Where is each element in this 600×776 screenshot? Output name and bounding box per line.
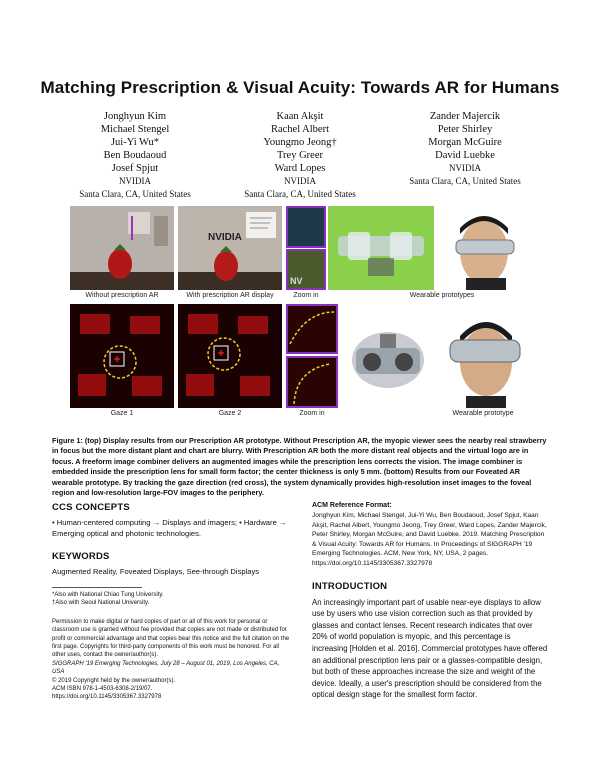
author-name: Michael Stengel	[100, 124, 170, 135]
author-name: Youngmo Jeong†	[263, 137, 337, 148]
affiliation: NVIDIA	[119, 176, 151, 186]
author-name: Peter Shirley	[437, 124, 493, 135]
footnote-rule	[52, 587, 142, 588]
left-column	[52, 502, 292, 702]
author-name: Zander Majercik	[429, 111, 501, 122]
keywords-text: Augmented Reality, Foveated Displays, See-through Displays	[52, 567, 260, 576]
location: Santa Clara, CA, United States	[79, 189, 191, 199]
svg-text:NV: NV	[290, 276, 303, 286]
author-name: Ben Boudaoud	[103, 150, 167, 161]
paper-title: Matching Prescription & Visual Acuity: Towards AR for Humans	[40, 78, 560, 97]
author-name: Kaan Akşit	[276, 111, 324, 122]
author-name: Morgan McGuire	[428, 137, 502, 148]
photo-zoom-top	[286, 206, 326, 290]
photo-without-prescription	[70, 206, 174, 290]
author-name: Trey Greer	[277, 150, 323, 161]
copyright-line: © 2019 Copyright held by the owner/author(s).	[52, 677, 176, 684]
caption-with-prescription: With prescription AR display	[186, 292, 274, 299]
footnote: †Also with Seoul National University.	[52, 600, 150, 607]
photo-person-wearing-top	[436, 206, 530, 290]
nvidia-logo-overlay: NVIDIA	[208, 232, 242, 243]
figure-caption	[52, 436, 548, 498]
author-name: Rachel Albert	[270, 124, 330, 135]
footnote: *Also with National Chiao Tung University.	[52, 592, 164, 598]
acm-reference-text: Jonghyun Kim, Michael Stengel, Jui-Yi Wu, Ben Boudaoud, Josef Spjut, Kaan Akşit, Rachel Albert, Youngmo Jeong, Trey Greer, Ward Lopes, Zander Majercik, Peter Shirley, Morgan McGuire, and David Luebke. 2019. Matching Prescription & Visual Acuity: Towards AR for Humans. In Proceedings of SIGGRAPH '19 Emerging Technologies. ACM, New York, NY, USA, 2 pages. https://doi.org/10.1145/3305367.3327978	[312, 512, 547, 567]
affiliation: NVIDIA	[284, 176, 316, 186]
venue-line: SIGGRAPH '19 Emerging Technologies, July 28 – August 01, 2019, Los Angeles, CA, USA	[52, 660, 280, 676]
author-column-3	[380, 110, 550, 188]
author-column-2	[215, 110, 385, 201]
photo-zoom-bottom	[286, 304, 338, 408]
photo-gaze-2	[178, 304, 282, 408]
author-name: Ward Lopes	[274, 163, 326, 174]
photo-person-wearing-bottom	[436, 304, 530, 408]
caption-wearable-prototype: Wearable prototype	[452, 410, 514, 417]
ccs-heading: CCS CONCEPTS	[52, 502, 130, 513]
location: Santa Clara, CA, United States	[409, 176, 521, 186]
isbn-line: ACM ISBN 978-1-4503-6308-2/19/07.	[52, 686, 153, 693]
teaser-figure	[70, 206, 530, 416]
keywords-heading: KEYWORDS	[52, 551, 110, 562]
caption-wearable-prototypes: Wearable prototypes	[409, 292, 475, 299]
right-column	[312, 502, 548, 701]
caption-zoom-in-bottom: Zoom in	[299, 410, 325, 417]
photo-with-prescription	[178, 206, 282, 290]
photo-gaze-1	[70, 304, 174, 408]
author-name: Jonghyun Kim	[103, 111, 167, 122]
permission-notice: Permission to make digital or hard copies of part or all of this work for personal or classroom use is granted without fee provided that copies are not made or distributed for profit or commercial advantage and that copies bear this notice and the full citation on the first page. Copyrights for third-party components of this work must be honored. For all other uses, contact the owner/author(s).	[52, 618, 290, 659]
affiliation: NVIDIA	[449, 163, 481, 173]
author-name: Josef Spjut	[111, 163, 159, 174]
introduction-text: An increasingly important part of usable near-eye displays to allow use by users who use vision correction such as that provided by glasses and contact lenses. Recent research indicates that over 20% of world population is myopic, and this percentage is increasing [Holden et al. 2016]. Commercial prototypes have offered an additional prescription lens pair or a glasses-compatible design, but both of these approaches increase the size and weight of the device. Ideally, a user's prescription should be considered from the optical design stage for the smallest form factor.	[312, 597, 548, 700]
author-name: Jui-Yi Wu*	[110, 137, 160, 148]
location: Santa Clara, CA, United States	[244, 189, 356, 199]
introduction-heading: INTRODUCTION	[312, 580, 388, 592]
caption-zoom-in-top: Zoom in	[293, 292, 319, 299]
author-column-1	[50, 110, 220, 201]
acm-reference-heading: ACM Reference Format:	[312, 502, 392, 509]
author-name: David Luebke	[435, 150, 495, 161]
author-block	[50, 110, 550, 199]
ccs-text: • Human-centered computing → Displays and imagers; • Hardware → Emerging optical and photonic technologies.	[52, 518, 287, 538]
caption-gaze-2: Gaze 2	[218, 410, 242, 417]
caption-without-prescription: Without prescription AR	[85, 292, 159, 299]
doi-line: https://doi.org/10.1145/3305367.3327978	[52, 694, 162, 701]
caption-gaze-1: Gaze 1	[110, 410, 134, 417]
figure-caption-text: Figure 1: (top) Display results from our Prescription AR prototype. Without Prescription AR, the myopic viewer sees the nearby real strawberry in focus but the more distant plant and chart are blurry. With Prescription AR both the more distant real objects and the virtual logo are in focus. A freeform image combiner delivers an augmented images while the prescription lens corrects the vision. The image combiner is embedded inside the prescription lens for small form factor; the center thickness is only 5 mm. (bottom) Results from our Foveated AR wearable prototype. By tracking the gaze direction (red cross), the system dynamically provides high-resolution inset images to the foveal region and low-resolution large-FOV images to the periphery.	[52, 436, 547, 498]
photo-wearable-prototype-top	[328, 206, 434, 290]
photo-wearable-prototype-bottom	[342, 304, 434, 408]
